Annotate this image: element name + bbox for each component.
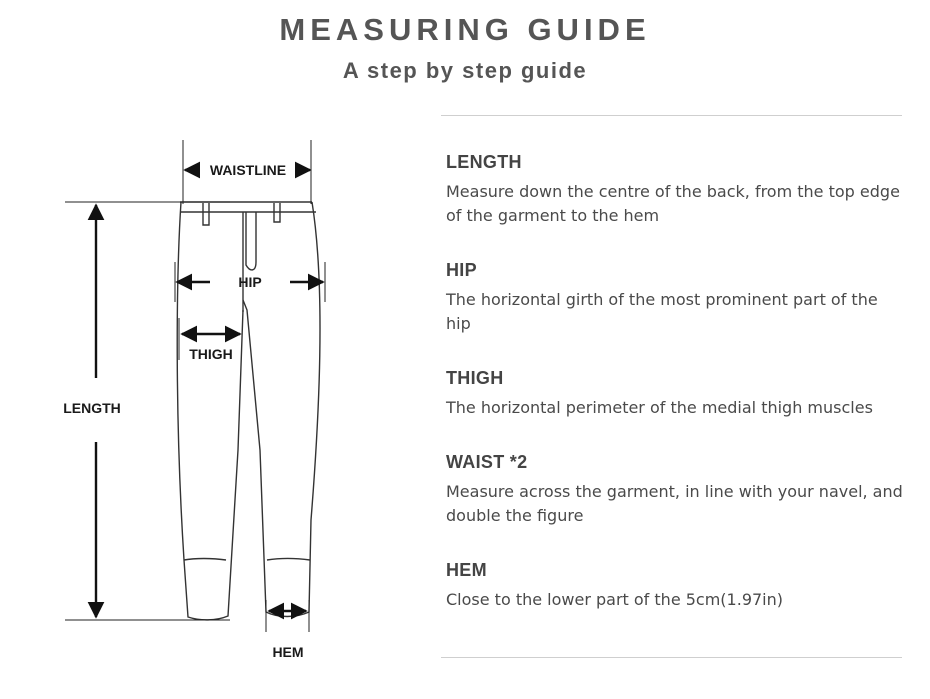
guide-item-description: The horizontal girth of the most prominent part of the hip xyxy=(446,290,878,333)
guide-item-description: Measure across the garment, in line with your navel, and double the figure xyxy=(446,482,903,525)
guide-item-title: WAIST *2 xyxy=(446,452,528,472)
guide-item-title: THIGH xyxy=(446,368,504,388)
page-title: MEASURING GUIDE xyxy=(279,12,651,47)
guide-item-hip xyxy=(446,260,906,336)
guide-item-description: Close to the lower part of the 5cm(1.97in) xyxy=(446,590,783,609)
length-label: LENGTH xyxy=(63,400,121,416)
guide-item-waist xyxy=(446,452,906,528)
trouser-diagram xyxy=(0,120,440,685)
guide-item-length xyxy=(446,152,906,228)
guide-item-title: HIP xyxy=(446,260,477,280)
top-divider xyxy=(441,115,902,116)
thigh-label: THIGH xyxy=(189,346,233,362)
trouser-outline xyxy=(177,202,320,620)
bottom-divider xyxy=(441,657,902,658)
waistline-label: WAISTLINE xyxy=(209,162,287,178)
hip-label: HIP xyxy=(238,274,262,290)
trouser-diagram-svg xyxy=(0,120,440,680)
guide-item-title: HEM xyxy=(446,560,487,580)
guide-item-thigh xyxy=(446,368,906,420)
guide-item-hem xyxy=(446,560,906,612)
guide-item-description: Measure down the centre of the back, from the top edge of the garment to the hem xyxy=(446,182,900,225)
hem-label: HEM xyxy=(272,644,304,660)
guide-item-description: The horizontal perimeter of the medial thigh muscles xyxy=(446,398,873,417)
guide-item-title: LENGTH xyxy=(446,152,522,172)
page-subtitle: A step by step guide xyxy=(342,58,588,83)
measurement-arrows xyxy=(96,170,323,617)
